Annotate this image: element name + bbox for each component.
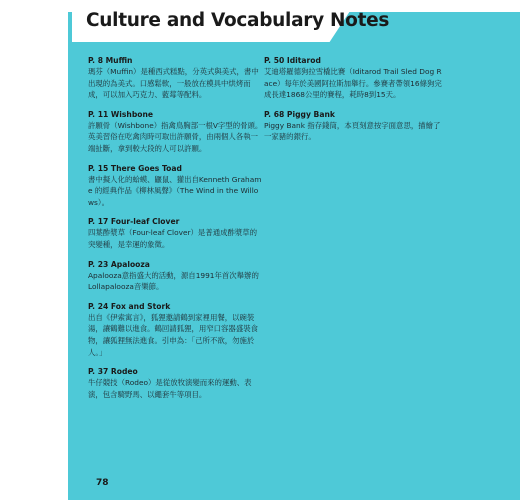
note-entry-wishbone: [88, 110, 264, 155]
page-number: 78: [96, 478, 109, 488]
note-heading: P. 50 Iditarod: [264, 56, 321, 65]
note-entry-fox-and-stork: [88, 302, 264, 358]
note-entry-rodeo: [88, 367, 264, 400]
note-entry-four-leaf-clover: [88, 217, 264, 250]
note-entry-muffin: [88, 56, 264, 101]
note-heading: P. 11 Wishbone: [88, 109, 154, 119]
note-heading: P. 17 Four-leaf Clover: [88, 217, 180, 227]
note-heading: P. 37 Rodeo: [88, 367, 138, 377]
note-heading: P. 24 Fox and Stork: [88, 301, 171, 311]
note-body: 牛仔競技（Rodeo）是從放牧演變而來的運動、表演，包含騎野馬、以繩套牛等項目。: [88, 378, 252, 399]
note-body: 四葉酢漿草（Four-leaf Clover）是普通成酢漿草的突變種，是幸運的象徵。: [88, 228, 258, 249]
note-body: 艾迪塔羅德狗拉雪橇比賽（Iditarod Trail Sled Dog Race）每年於美國阿拉斯加舉行。參賽者帶領16條狗完成長達1868公里的賽程，耗時8到15天。: [264, 67, 442, 100]
note-body: 出自《伊索寓言》，狐狸邀請鶴到家裡用餐，以碗裝湯，讓鶴難以進食。鶴回請狐狸，用窄口容器盛裝食物，讓狐狸無法進食。引申為：「己所不欲，勿施於人。」: [88, 312, 258, 357]
note-body: 書中擬人化的蛤蟆、鼴鼠、獾出自Kenneth Grahame 的經典作品《柳林風聲》（The Wind in the Willows）。: [88, 174, 262, 207]
note-entry-piggy-bank: [264, 110, 442, 143]
note-body: Apalooza意指盛大的活動，源自1991年首次舉辦的 Lollapalooza音樂節。: [88, 270, 259, 292]
note-entry-apalooza: [88, 260, 264, 293]
note-entry-iditarod: [264, 56, 442, 101]
note-body: Piggy Bank 指存錢筒，本頁刻意按字面意思，描繪了一家豬的銀行。: [264, 120, 441, 142]
note-heading: P. 23 Apalooza: [88, 259, 150, 269]
note-heading: P. 8 Muffin: [88, 56, 133, 65]
note-body: 許願骨（Wishbone）指禽鳥胸部一根V字型的骨頭。英美習俗在吃禽肉時可取出許願骨，由兩個人各執一端扯斷，拿到較大段的人可以許願。: [88, 120, 263, 153]
note-heading: P. 68 Piggy Bank: [264, 109, 335, 119]
note-body: 瑪芬（Muffin）是種西式糕點，分英式與美式，書中出現的為美式。口感鬆軟，一般放在模具中烘烤而成，可以加入巧克力、藍莓等配料。: [88, 67, 259, 100]
page-title: Culture and Vocabulary Notes: [86, 10, 390, 31]
left-column: [88, 56, 264, 409]
note-entry-there-goes-toad: [88, 164, 264, 209]
note-heading: P. 15 There Goes Toad: [88, 163, 182, 173]
right-column: [264, 56, 442, 152]
